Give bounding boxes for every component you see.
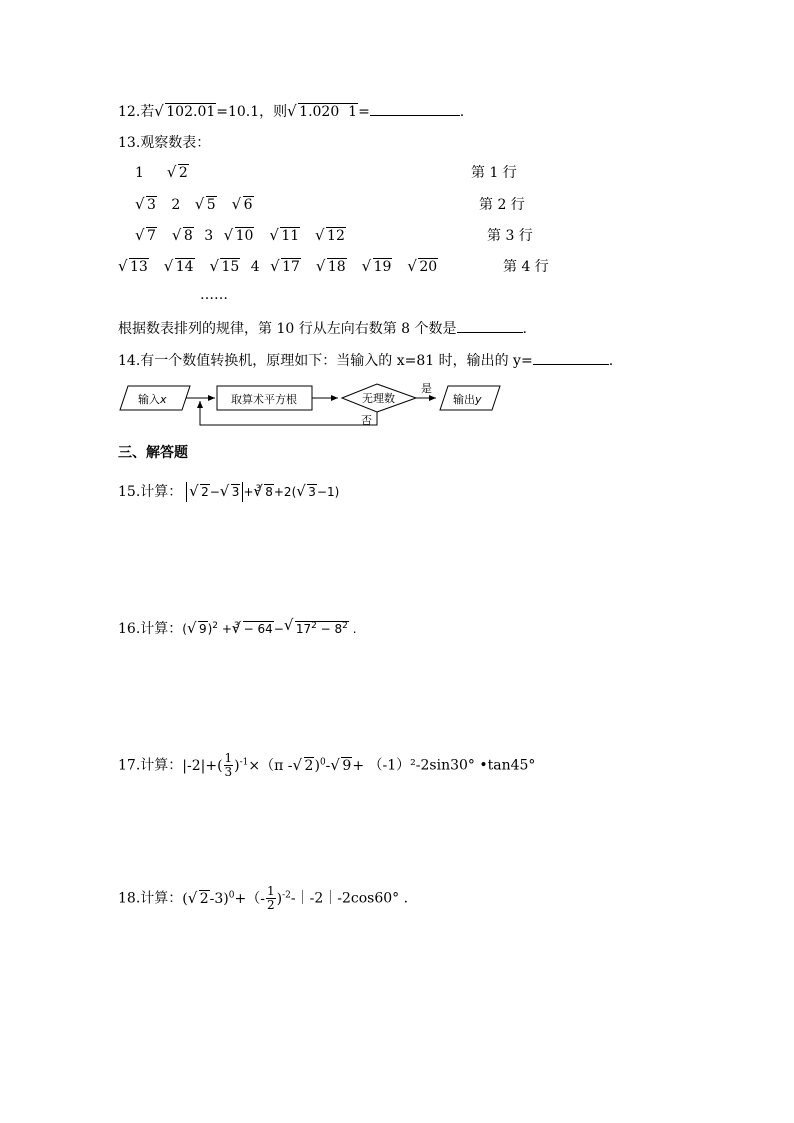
output-box — [440, 386, 500, 410]
table-cell: √ 7 — [135, 226, 157, 246]
sqrt-1020 — [287, 102, 358, 122]
question-16 — [118, 616, 357, 639]
q15-expression: √ 2−√ 3 + $^3$√ 8+2(√ 3−1) — [182, 485, 339, 499]
table-cell: 1 — [135, 165, 144, 181]
row-label-1: 第 1 行 — [471, 165, 517, 181]
question-13-prompt — [118, 318, 527, 339]
decision-diamond — [342, 384, 416, 412]
q13-question: 根据数表排列的规律，第 10 行从左向右数第 8 个数是 — [118, 321, 457, 337]
table-cell: √ 17 — [270, 257, 301, 277]
table-cell: √ 3 — [135, 195, 157, 215]
question-12 — [118, 101, 464, 122]
row-label-2: 第 2 行 — [479, 197, 525, 213]
question-14 — [118, 350, 613, 371]
q14-text: 14.有一个数值转换机，原理如下：当输入的 x=81 时，输出的 y= — [118, 353, 533, 369]
table-cell: √ 11 — [269, 226, 300, 246]
table-row-4 — [118, 257, 438, 277]
question-17 — [118, 750, 535, 779]
svg-text:输出y: 输出y — [453, 393, 482, 406]
q15-label: 15.计算： — [118, 484, 183, 500]
table-cell: 4 — [250, 259, 260, 275]
q17-label: 17.计算： — [118, 757, 183, 774]
q12-number: 12. — [118, 104, 141, 120]
q12-radicand-1: 102.01 — [166, 104, 216, 120]
table-row-2 — [135, 195, 254, 215]
table-cell: √ 13 — [118, 257, 149, 277]
answer-blank-12[interactable] — [370, 101, 460, 116]
q14-end: . — [608, 353, 614, 369]
q12-prefix: 若 — [140, 104, 155, 120]
q16-label: 16.计算： — [118, 621, 183, 637]
table-cell: √ 19 — [362, 257, 393, 277]
table-cell: √ 14 — [164, 257, 195, 277]
table-cell: √ 6 — [232, 195, 254, 215]
question-18 — [118, 883, 408, 912]
yes-label: 是 — [421, 382, 432, 395]
q12-radicand-2: 1.020 1 — [299, 104, 358, 120]
svg-text:输入x: 输入x — [138, 393, 167, 406]
q16-expression: (√ 9)$^2$ + $^3$√ − 64−√ $17^2 - 8^2$ . — [182, 622, 356, 636]
question-13-title: 13.观察数表： — [118, 135, 211, 151]
table-row-3 — [135, 226, 346, 246]
q18-label: 18.计算： — [118, 890, 183, 907]
q12-eq: = — [358, 104, 370, 120]
answer-blank-14[interactable] — [533, 350, 609, 365]
table-cell: √ 8 — [172, 226, 194, 246]
table-cell: √ 18 — [316, 257, 347, 277]
table-cell: √ 5 — [195, 195, 217, 215]
q17-expression: |-2|+( $\frac{1}{3}$ )$^{-1}$×（π -√ 2)$^0$-√ 9+ — [182, 758, 368, 774]
table-row-1 — [135, 163, 189, 183]
q18-expression: (√ 2-3)$^0$+（- $\frac{1}{2}$ )$^{-2}$ — [182, 891, 291, 907]
q12-mid: =10.1，则 — [216, 104, 288, 120]
flowchart — [118, 378, 518, 430]
ellipsis: …… — [200, 287, 228, 303]
no-label: 否 — [361, 414, 372, 427]
table-cell: 2 — [171, 197, 181, 213]
q17-tail: （-1）²-2sin30° •tan45° — [368, 757, 536, 774]
table-cell: √ 20 — [407, 257, 438, 277]
question-15 — [118, 479, 339, 502]
input-box — [120, 386, 190, 410]
row-label-3: 第 3 行 — [487, 228, 533, 244]
row-label-4: 第 4 行 — [503, 259, 549, 275]
q13-end: . — [522, 321, 527, 337]
process-box — [217, 386, 312, 410]
answer-blank-13[interactable] — [457, 318, 523, 333]
q18-tail: -｜-2｜-2cos60° . — [290, 890, 409, 907]
table-cell: √ 12 — [315, 226, 346, 246]
q12-end: . — [459, 104, 465, 120]
table-cell: √ 2 — [167, 163, 189, 183]
table-cell: √ 10 — [224, 226, 255, 246]
table-cell: 3 — [204, 228, 214, 244]
section-heading: 三、解答题 — [118, 445, 188, 461]
sqrt-102 — [154, 102, 216, 122]
svg-text:无理数: 无理数 — [362, 392, 395, 405]
table-cell: √ 15 — [209, 257, 240, 277]
svg-text:取算术平方根: 取算术平方根 — [231, 393, 297, 406]
